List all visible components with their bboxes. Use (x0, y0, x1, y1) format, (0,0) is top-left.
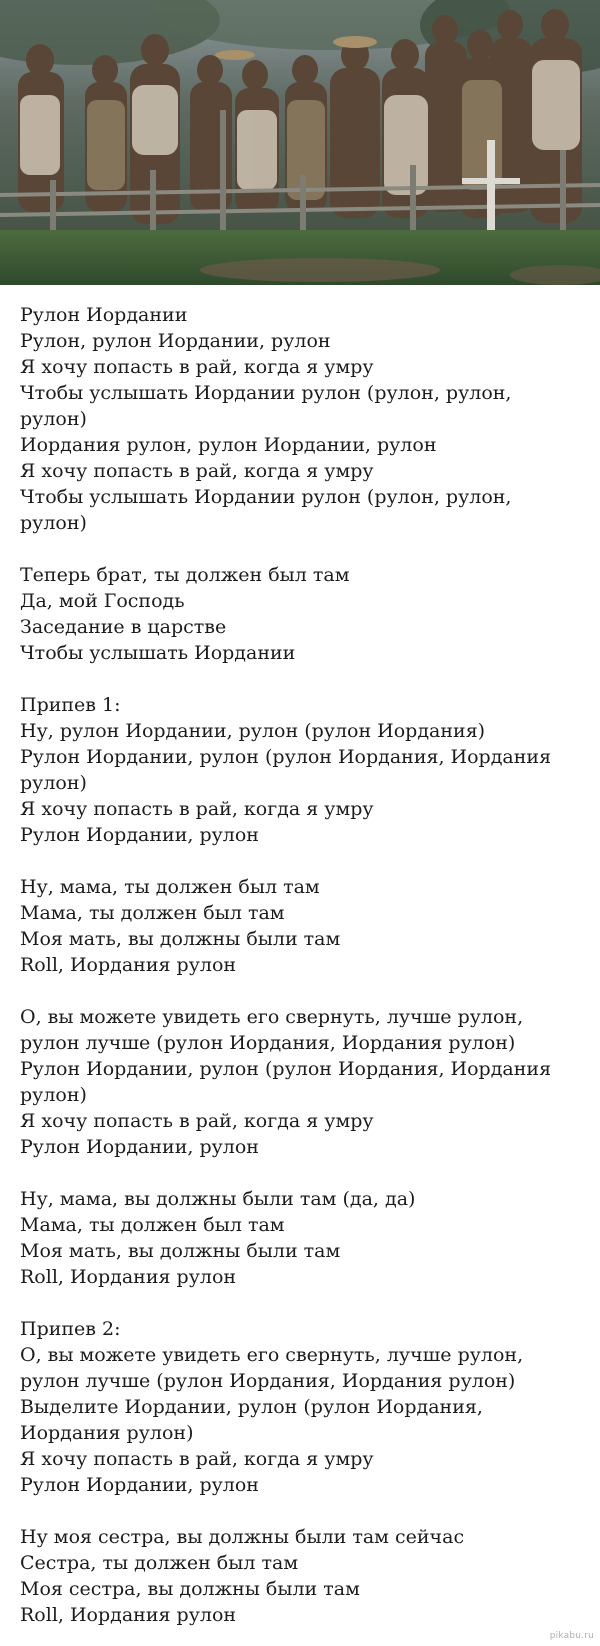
lyrics-stanza (20, 302, 580, 536)
lyrics-line: Чтобы услышать Иордании рулон (рулон, рулон, рулон) (20, 486, 512, 534)
lyrics-line: Ну моя сестра, вы должны были там сейчас (20, 1526, 465, 1548)
lyrics-line: Теперь брат, ты должен был там (20, 564, 350, 586)
lyrics-line: Я хочу попасть в рай, когда я умру (20, 460, 374, 482)
lyrics-line: Выделите Иордании, рулон (рулон Иордания, Иордания рулон) (20, 1396, 483, 1444)
lyrics-stanza (20, 1186, 580, 1290)
lyrics-stanza (20, 874, 580, 978)
lyrics-line: Моя сестра, вы должны были там (20, 1578, 360, 1600)
lyrics-line: Припев 1: (20, 694, 121, 716)
site-watermark: pikabu.ru (549, 1631, 594, 1641)
lyrics-stanza (20, 562, 580, 666)
lyrics-stanza (20, 1524, 580, 1628)
lyrics-line: Сестра, ты должен был там (20, 1552, 299, 1574)
lyrics-line: Я хочу попасть в рай, когда я умру (20, 798, 374, 820)
lyrics-line: Рулон Иордании (20, 304, 188, 326)
lyrics-line: О, вы можете увидеть его свернуть, лучше рулон, (20, 1344, 524, 1366)
song-lyrics (20, 302, 580, 1628)
lyrics-line: Я хочу попасть в рай, когда я умру (20, 1110, 374, 1132)
lyrics-line: Моя мать, вы должны были там (20, 928, 341, 950)
lyrics-line: О, вы можете увидеть его свернуть, лучше рулон, (20, 1006, 524, 1028)
lyrics-line: Roll, Иордания рулон (20, 1266, 237, 1288)
lyrics-line: Мама, ты должен был там (20, 1214, 285, 1236)
lyrics-line: Иордания рулон, рулон Иордании, рулон (20, 434, 437, 456)
lyrics-line: Да, мой Господь (20, 590, 185, 612)
lyrics-stanza (20, 692, 580, 848)
lyrics-line: Чтобы услышать Иордании рулон (рулон, рулон, рулон) (20, 382, 512, 430)
lyrics-line: Моя мать, вы должны были там (20, 1240, 341, 1262)
lyrics-line: Я хочу попасть в рай, когда я умру (20, 1448, 374, 1470)
lyrics-line: Ну, мама, ты должен был там (20, 876, 320, 898)
lyrics-line: Рулон Иордании, рулон (20, 824, 259, 846)
lyrics-line: Заседание в царстве (20, 616, 227, 638)
lyrics-line: Рулон Иордании, рулон (20, 1136, 259, 1158)
lyrics-line: рулон лучше (рулон Иордания, Иордания рулон) (20, 1032, 516, 1054)
lyrics-line: Ну, рулон Иордании, рулон (рулон Иордания) (20, 720, 486, 742)
lyrics-stanza (20, 1004, 580, 1160)
lyrics-line: Roll, Иордания рулон (20, 954, 237, 976)
lyrics-line: Рулон Иордании, рулон (20, 1474, 259, 1496)
lyrics-line: Рулон Иордании, рулон (рулон Иордания, Иордания рулон) (20, 1058, 552, 1106)
lyrics-stanza (20, 1316, 580, 1498)
lyrics-line: Припев 2: (20, 1318, 121, 1340)
lyrics-line: Roll, Иордания рулон (20, 1604, 237, 1626)
lyrics-line: Рулон Иордании, рулон (рулон Иордания, Иордания рулон) (20, 746, 552, 794)
lyrics-line: Мама, ты должен был там (20, 902, 285, 924)
lyrics-line: рулон лучше (рулон Иордания, Иордания рулон) (20, 1370, 516, 1392)
lyrics-line: Рулон, рулон Иордании, рулон (20, 330, 331, 352)
lyrics-line: Я хочу попасть в рай, когда я умру (20, 356, 374, 378)
lyrics-line: Ну, мама, вы должны были там (да, да) (20, 1188, 416, 1210)
film-still-photo (0, 0, 600, 285)
lyrics-line: Чтобы услышать Иордании (20, 642, 296, 664)
